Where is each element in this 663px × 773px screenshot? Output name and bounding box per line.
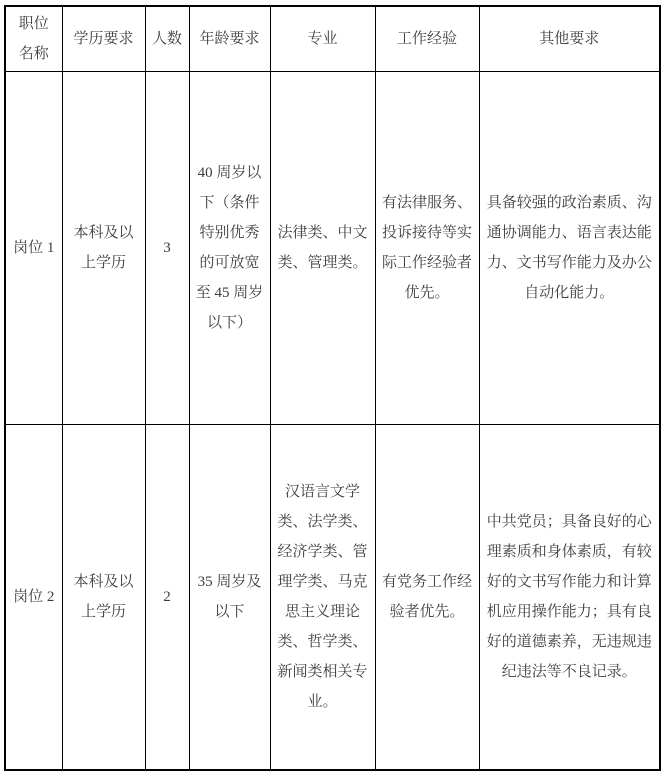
cell-r2-age: 35 周岁及以下 <box>189 425 270 770</box>
cell-r1-education: 本科及以上学历 <box>62 72 145 425</box>
cell-r2-experience: 有党务工作经验者优先。 <box>375 425 479 770</box>
header-cell-position: 职位名称 <box>5 6 62 72</box>
cell-r2-position: 岗位 2 <box>5 425 62 770</box>
header-cell-count: 人数 <box>145 6 189 72</box>
table-row-position-2 <box>5 425 660 770</box>
header-cell-other: 其他要求 <box>479 6 660 72</box>
cell-r1-experience: 有法律服务、投诉接待等实际工作经验者优先。 <box>375 72 479 425</box>
header-cell-experience: 工作经验 <box>375 6 479 72</box>
cell-r1-age: 40 周岁以下（条件特别优秀的可放宽至 45 周岁以下） <box>189 72 270 425</box>
cell-r2-other: 中共党员；具备良好的心理素质和身体素质，有较好的文书写作能力和计算机应用操作能力；具有良好的道德素养，无违规违纪违法等不良记录。 <box>479 425 660 770</box>
table-header-row <box>5 6 660 72</box>
cell-r1-major: 法律类、中文类、管理类。 <box>270 72 375 425</box>
cell-r2-count: 2 <box>145 425 189 770</box>
header-cell-major: 专业 <box>270 6 375 72</box>
cell-r1-count: 3 <box>145 72 189 425</box>
cell-r2-major: 汉语言文学类、法学类、经济学类、管理学类、马克思主义理论类、哲学类、新闻类相关专业。 <box>270 425 375 770</box>
header-cell-education: 学历要求 <box>62 6 145 72</box>
header-cell-age: 年龄要求 <box>189 6 270 72</box>
job-requirements-table <box>4 5 661 771</box>
cell-r1-other: 具备较强的政治素质、沟通协调能力、语言表达能力、文书写作能力及办公自动化能力。 <box>479 72 660 425</box>
cell-r1-position: 岗位 1 <box>5 72 62 425</box>
cell-r2-education: 本科及以上学历 <box>62 425 145 770</box>
table-row-position-1 <box>5 72 660 425</box>
